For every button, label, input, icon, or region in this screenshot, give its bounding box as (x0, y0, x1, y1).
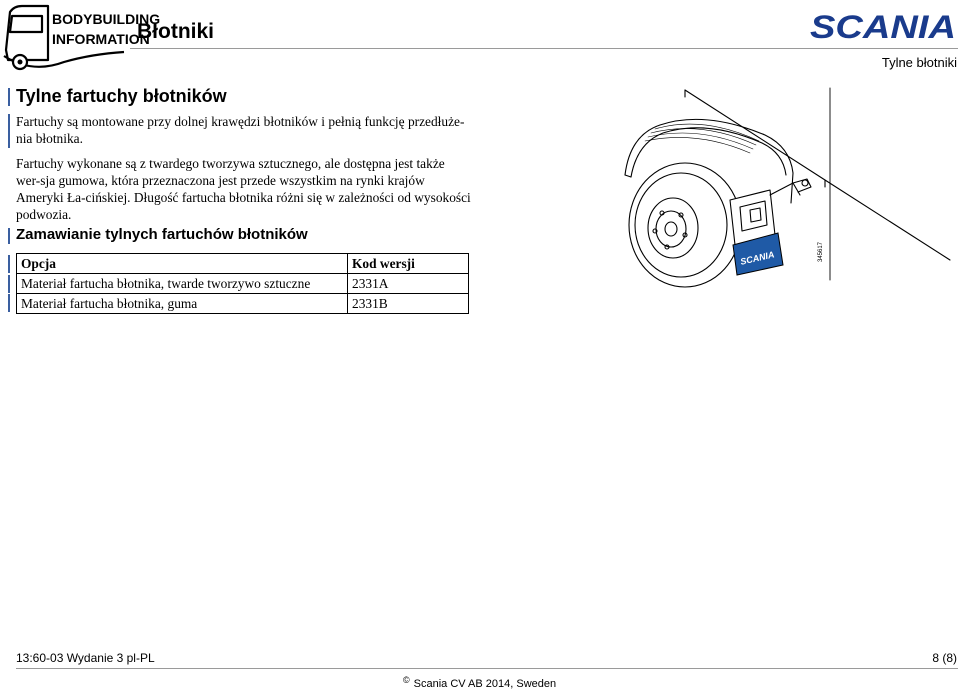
footer-divider (16, 668, 958, 669)
flap-brand-text: SCANIA (739, 249, 776, 267)
copyright (403, 675, 556, 690)
change-bar (8, 88, 10, 106)
section-heading: Tylne fartuchy błotników (16, 86, 227, 106)
bodybuilding-information-logo (2, 2, 161, 74)
ordering-subheading: Zamawianie tylnych fartuchów błotników (16, 226, 308, 243)
column-header-option: Opcja (17, 254, 348, 274)
code-cell: 2331A (348, 274, 469, 294)
change-bar (8, 228, 10, 244)
code-cell: 2331B (348, 294, 469, 314)
page-number: 8 (8) (932, 651, 957, 665)
mudguard-illustration (615, 85, 950, 285)
options-table (16, 253, 469, 314)
scania-logo (808, 8, 958, 45)
option-cell: Materiał fartucha błotnika, twarde tworzywo sztuczne (17, 274, 348, 294)
figure-id: 345617 (818, 241, 824, 262)
change-bar (8, 275, 10, 293)
copyright-symbol: © (403, 675, 410, 685)
logo-text-line1: BODYBUILDING (52, 11, 161, 27)
table-row (17, 274, 469, 294)
option-cell: Materiał fartucha błotnika, guma (17, 294, 348, 314)
change-bar (8, 255, 10, 273)
document-title: Błotniki (137, 20, 214, 43)
change-bar (8, 294, 10, 312)
change-bar (8, 114, 10, 148)
column-header-code: Kod wersji (348, 254, 469, 274)
copyright-text: Scania CV AB 2014, Sweden (413, 678, 557, 690)
logo-text-line2: INFORMATION (52, 31, 150, 47)
document-reference: 13:60-03 Wydanie 3 pl-PL (16, 651, 155, 665)
header-divider (130, 48, 958, 49)
section-label: Tylne błotniki (881, 55, 957, 70)
paragraph-material: Fartuchy wykonane są z twardego tworzywa sztucznego, ale dostępna jest także wer-sja gumowa, która przeznaczona jest przede wszystkim na rynki krajów Ameryki Ła-cińskiej. Długość fartucha błotnika różni się w zależności od wysokości podwozia. (16, 156, 471, 222)
table-row (17, 294, 469, 314)
scania-logo-text: SCANIA (810, 9, 956, 45)
paragraph-intro: Fartuchy są montowane przy dolnej krawędzi błotników i pełnią funkcję przedłuże-nia błotnika. (16, 114, 465, 146)
table-header-row (17, 254, 469, 274)
